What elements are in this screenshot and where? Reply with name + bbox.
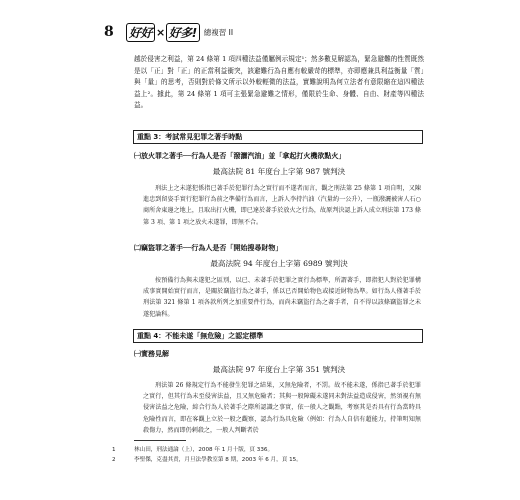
footnote-text: 林山田，刑法通論（上），2008 年 1 月十版，頁 336。 <box>134 447 274 453</box>
point-3-heading-arson: ㈠放火罪之著手──行為人是否「潑灑汽油」並「拿起打火機欲點火」 <box>134 152 346 160</box>
case-quote-theft-text: 按預備行為與未遂犯之區別，以已、未著手於犯罪之實行為標準，所謂著手，即指犯人對於犯罪構成事實開始實行而言，是關於竊盜行為之著手，係以已否開始物色或接近財物為準。如行為人僅著手於刑法第 321 條第 1 項各款所列之加重要件行為，而尚未竊盜行為之著手者，自不得以該條竊盜罪之未遂犯論科。 <box>143 277 421 318</box>
case-title-impossible-attempt: 最高法院 97 年度台上字第 351 號判決 <box>212 365 346 374</box>
intro-text: 越於侵害之利益，第 24 條第 1 項四種法益僅屬例示規定¹；然多數見解認為，緊急避難的性質既然是以「正」對「正」的正當利益衝突，該避難行為自應有較嚴苛的標準，亦即應兼具利益衡量「質」與「量」的思考，否則對於條文所示以外較輕微的法益，實難說明為何立法者有意限縮在這四種法益上²。據此，第 24 條第 1 項可主張緊急避難之情形，僅限於生命、身體、自由、財產等四種法益。 <box>134 55 424 109</box>
book-logo <box>126 23 200 42</box>
point-3-heading-theft: ㈡竊盜罪之著手──行為人是否「開始搜尋財物」 <box>134 244 283 252</box>
case-quote-theft <box>143 275 421 320</box>
footnote-number: 2 <box>112 456 116 463</box>
case-title-arson: 最高法院 81 年度台上字第 987 號判決 <box>212 167 346 176</box>
case-title-theft: 最高法院 94 年度台上字第 6989 號判決 <box>210 259 348 268</box>
footnote-number: 1 <box>112 447 116 453</box>
footnote-text: 李聖傑，克盡其責，月旦法學教室第 8 期，2003 年 6 月，頁 15。 <box>134 456 302 463</box>
footnote <box>112 446 422 456</box>
case-quote-arson-text: 刑法上之未遂犯係指已著手於犯罪行為之實行而不遂者而言，觀之刑法第 25 條第 1 項自明，又陳進忠到留姿手實行犯罪行為前之準備行為而言，上訴人李持汽油（汽量約一公升），一瓶潑灑被害人石○商所舍東邊之地上，且取出打火機，即已達於著手於放火之行為，故原判決認上訴人成立刑法第 173 條第 3 項、第 1 項之放火未遂罪，即無不合。 <box>143 185 421 226</box>
point-3-box: 重點 3：考試常見犯罪之著手時點 <box>133 130 423 144</box>
case-quote-arson <box>143 183 421 228</box>
logo-word-1: 好好 <box>126 23 155 42</box>
footnotes <box>112 446 422 465</box>
footnote <box>112 456 422 466</box>
case-quote-impossible-attempt-text: 刑法第 26 條規定行為不能發生犯罪之結果，又無危險者，不罰。故不能未遂，係指已著手於犯罪之實行，但其行為未至侵害法益，且又無危險者；其與一般障礙未遂同未對法益造成侵害，然須視有無侵害法益之危險，綜合行為人於著手之際所認識之事實，依一般人之觀點，考察其是否具有行為當時具危險性而言，即在客觀上立於一般之觀察，認為行為具危險（例如：行為人自信有超能力，持筆明知無殺傷力，然而即仍刺殺之，一般人判斷者於 <box>143 382 421 434</box>
intro-paragraph <box>134 54 424 112</box>
point-4-heading-practice: ㈠實務見解 <box>134 350 169 358</box>
point-4-box: 重點 4：不能未遂「無危險」之認定標準 <box>133 329 423 343</box>
page-number: 8 <box>104 24 114 40</box>
page-header <box>104 22 233 42</box>
logo-word-2: 好多! <box>166 23 200 42</box>
header-title: 總複習 II <box>203 27 234 37</box>
footnote-divider <box>134 440 186 441</box>
case-quote-impossible-attempt <box>143 380 421 436</box>
logo-cross: × <box>156 25 165 39</box>
